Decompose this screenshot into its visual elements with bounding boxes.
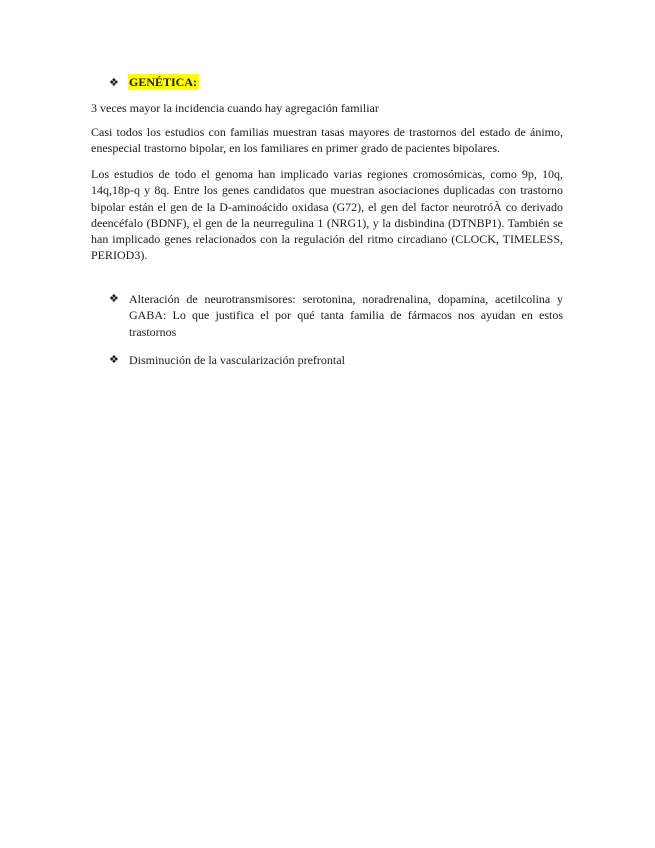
diamond-bullet-icon: ❖ (109, 354, 119, 366)
list-item-text: Alteración de neurotransmisores: serotonina, noradrenalina, dopamina, acetilcolina y GABA: Lo que justifica el por qué tanta familia de fármacos nos ayudan en estos trastornos (129, 292, 563, 339)
paragraph-genome-studies: Los estudios de todo el genoma han implicado varias regiones cromosómicas, como 9p, 10q, 14q,18p-q y 8q. Entre los genes candidatos que muestran asociaciones duplicadas con trastorno bipolar están el gen de la D-aminoácido oxidasa (G72), el gen del factor neurotróÀ co derivado deencéfalo (BDNF), el gen de la neurregulina 1 (NRG1), y la disbindina (DTNBP1). También se han implicado genes relacionados con la regulación del ritmo circadiano (CLOCK, TIMELESS, PERIOD3). (91, 167, 563, 263)
diamond-bullet-icon: ❖ (109, 293, 119, 305)
paragraph-family-studies: Casi todos los estudios con familias muestran tasas mayores de trastornos del estado de ánimo, enespecial trastorno bipolar, en los familiares en primer grado de pacientes bipolares. (91, 125, 563, 156)
list-item-vascularization (109, 352, 563, 368)
list-item-text: Disminución de la vascularización prefrontal (129, 353, 345, 367)
section-heading-row (109, 74, 199, 91)
list-item-neurotransmitters (109, 291, 563, 340)
diamond-bullet-icon: ❖ (109, 77, 119, 89)
paragraph-incidence: 3 veces mayor la incidencia cuando hay agregación familiar (91, 101, 379, 115)
section-heading: GENÉTICA: (129, 75, 198, 89)
